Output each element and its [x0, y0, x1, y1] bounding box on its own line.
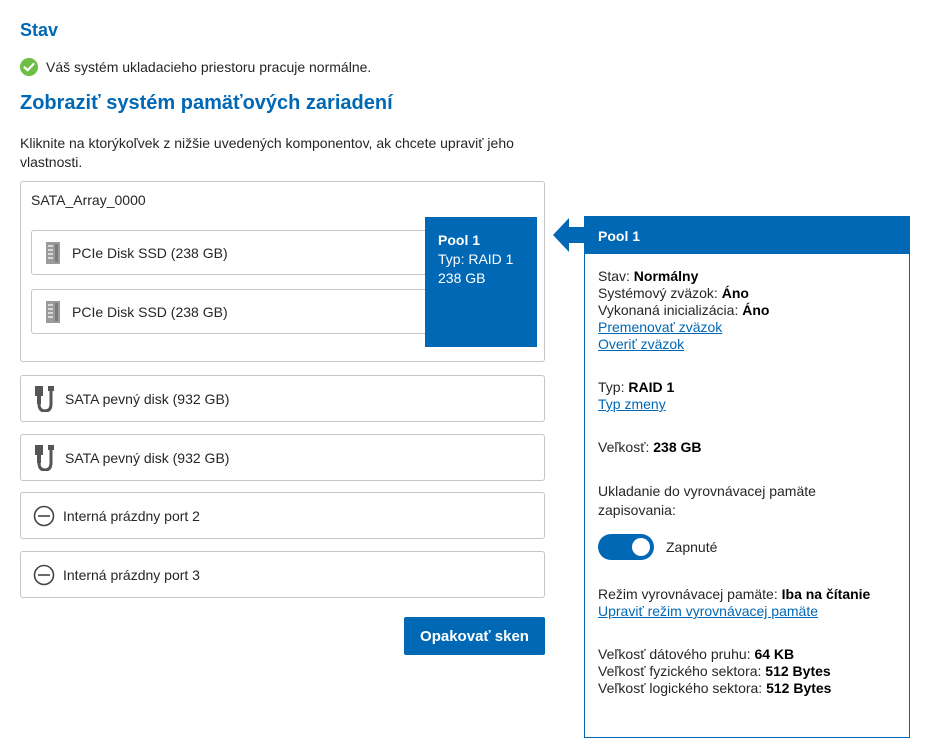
pool-1-block[interactable] [425, 217, 537, 347]
instructions-text: Kliknite na ktorýkoľvek z nižšie uvedených komponentov, ak chcete upraviť jeho vlastnosti. [20, 135, 514, 170]
sata-disk-1-label: SATA pevný disk (932 GB) [65, 390, 230, 407]
pcie-disk-2[interactable] [31, 289, 453, 334]
strip-size-row: Veľkosť dátového pruhu: 64 KB [598, 646, 795, 662]
properties-panel [584, 216, 910, 738]
view-storage-title: Zobraziť systém pamäťových zariadení [20, 92, 393, 114]
panel-pointer-arrow-icon [553, 218, 585, 252]
verify-volume-link[interactable]: Overiť zväzok [598, 336, 685, 352]
type-value: RAID 1 [628, 379, 675, 395]
toggle-label: Zapnuté [666, 538, 718, 555]
empty-port-3-label: Interná prázdny port 3 [63, 566, 200, 583]
pcie-disk-1-label: PCIe Disk SSD (238 GB) [72, 244, 228, 261]
pool-type: Typ: RAID 1 [438, 251, 514, 267]
ssd-icon [46, 242, 60, 264]
status-message: Váš systém ukladacieho priestoru pracuje normálne. [46, 59, 372, 75]
strip-size-value: 64 KB [754, 646, 795, 662]
cache-mode-value: Iba na čítanie [781, 586, 871, 602]
size-value: 238 GB [653, 439, 702, 455]
rename-volume-link[interactable]: Premenovať zväzok [598, 319, 723, 335]
physical-sector-row: Veľkosť fyzického sektora: 512 Bytes [598, 663, 831, 679]
logical-sector-value: 512 Bytes [766, 680, 832, 696]
sata-cable-icon [33, 445, 57, 471]
empty-port-2[interactable] [20, 492, 545, 539]
sata-cable-icon [33, 386, 57, 412]
init-value: Áno [742, 302, 770, 318]
status-title: Stav [20, 20, 59, 40]
rescan-button[interactable]: Opakovať sken [404, 617, 545, 655]
size-row: Veľkosť: 238 GB [598, 439, 702, 455]
ssd-icon [46, 301, 60, 323]
logical-sector-row: Veľkosť logického sektora: 512 Bytes [598, 680, 832, 696]
sata-disk-2-label: SATA pevný disk (932 GB) [65, 449, 230, 466]
type-row: Typ: RAID 1 [598, 379, 675, 395]
state-value: Normálny [633, 268, 699, 284]
system-volume-row: Systémový zväzok: Áno [598, 285, 749, 301]
pcie-disk-2-label: PCIe Disk SSD (238 GB) [72, 303, 228, 320]
empty-port-3[interactable] [20, 551, 545, 598]
status-message-row [20, 58, 371, 76]
array-name: SATA_Array_0000 [31, 192, 146, 208]
state-row: Stav: Normálny [598, 268, 699, 284]
empty-port-icon [33, 505, 55, 527]
sata-disk-1[interactable] [20, 375, 545, 422]
system-volume-value: Áno [721, 285, 749, 301]
write-cache-label: Ukladanie do vyrovnávacej pamäte zapisovania: [598, 483, 816, 518]
sata-disk-2[interactable] [20, 434, 545, 481]
cache-mode-row: Režim vyrovnávacej pamäte: Iba na čítanie [598, 586, 871, 602]
pool-name: Pool 1 [438, 232, 481, 248]
pool-size: 238 GB [438, 270, 486, 286]
init-row: Vykonaná inicializácia: Áno [598, 302, 770, 318]
toggle-knob [632, 538, 650, 556]
edit-cache-mode-link[interactable]: Upraviť režim vyrovnávacej pamäte [598, 603, 818, 619]
panel-title: Pool 1 [585, 217, 909, 254]
pcie-disk-1[interactable] [31, 230, 453, 275]
physical-sector-value: 512 Bytes [765, 663, 831, 679]
empty-port-icon [33, 564, 55, 586]
check-circle-icon [20, 58, 38, 76]
write-cache-toggle[interactable] [598, 534, 654, 560]
change-type-link[interactable]: Typ zmeny [598, 396, 666, 412]
empty-port-2-label: Interná prázdny port 2 [63, 507, 200, 524]
